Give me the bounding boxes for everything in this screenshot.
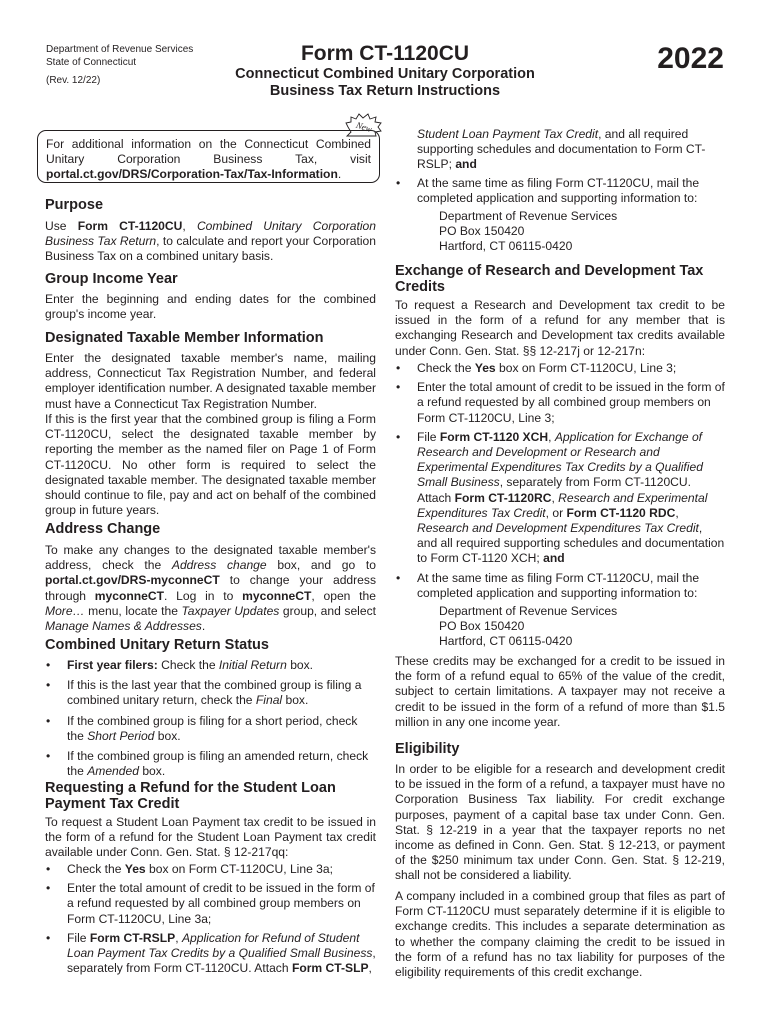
status-list [45, 658, 376, 779]
revision-date: (Rev. 12/22) [46, 75, 101, 86]
address-change-heading: Address Change [45, 521, 161, 537]
student-loan-list [45, 862, 376, 976]
new-badge-text: New [354, 119, 374, 135]
rnd-list [395, 361, 725, 601]
student-loan-step-3: • File Form CT-RSLP, Application for Refund of Student Loan Payment Tax Credits by a Qualified Small Business, separately from Form CT-1120CU. Attach Form CT-SLP, [45, 931, 376, 977]
designated-text-1: Enter the designated taxable member's name, mailing address, Connecticut Tax Registration Number, and federal employer identification number. A designated taxable member must have a Connecticut Tax Registration Number. [45, 351, 376, 411]
designated-heading: Designated Taxable Member Information [45, 330, 324, 346]
student-loan-intro: To request a Student Loan Payment tax credit to be issued in the form of a refund for the Student Loan Payment tax credit available under Conn. Gen. Stat. § 12-217qq: [45, 815, 376, 860]
designated-text-2: If this is the first year that the combined group is filing a Form CT-1120CU, select the designated taxable member by reporting the member as the named filer on Page 1 of Form CT-1120CU. No other form is required to select the designated taxable member. The designated taxable member should continue to file, pay and act on behalf of the combined group in future years. [45, 412, 376, 518]
rnd-mailing-address: Department of Revenue Services PO Box 150420 Hartford, CT 06115-0420 [439, 604, 618, 649]
info-link[interactable]: portal.ct.gov/DRS/Corporation-Tax/Tax-Information [46, 167, 338, 182]
status-item-short-period: • If the combined group is filing for a short period, check the Short Period box. [45, 714, 376, 744]
rnd-step-2: • Enter the total amount of credit to be issued in the form of a refund requested by all combined group members on Form CT-1120CU, Line 3; [395, 380, 725, 426]
purpose-heading: Purpose [45, 197, 104, 213]
status-item-amended: • If the combined group is filing an amended return, check the Amended box. [45, 749, 376, 779]
info-box: For additional information on the Connecticut Combined Unitary Corporation Business Tax, visit portal.ct.gov/DRS/Corporation-Tax/Tax-Information. [37, 130, 380, 183]
status-item-final: • If this is the last year that the combined group is filing a combined unitary return, check the Final box. [45, 678, 376, 708]
department-name: Department of Revenue Services [46, 44, 194, 55]
eligibility-heading: Eligibility [395, 741, 460, 757]
purpose-text: Use Form CT-1120CU, Combined Unitary Corporation Business Tax Return, to calculate and report your Corporation Business Tax on a combined unitary basis. [45, 219, 377, 264]
rnd-heading: Exchange of Research and Development Tax Credits [395, 263, 704, 295]
form-subtitle-2: Business Tax Return Instructions [269, 83, 501, 99]
form-subtitle-1: Connecticut Combined Unitary Corporation [235, 66, 535, 82]
address-change-text: To make any changes to the designated taxable member's address, check the Address change box, and go to portal.ct.gov/DRS-myconneCT to change your address through myconneCT. Log in to myconneCT, open the More… menu, locate the Taxpayer Updates group, and select Manage Names & Addresses. [45, 543, 377, 634]
department-header [46, 44, 193, 88]
status-item-first-year: • First year filers: Check the Initial Return box. [45, 658, 376, 673]
eligibility-text-2: A company included in a combined group that files as part of Form CT-1120CU must separately determine if it is eligible to exchange credits. This includes a separate determination as to whether the company claiming the credit to be issued in the form of a refund has no tax liability for purposes of the eligibility requirements of this credit exchange. [395, 889, 725, 980]
student-loan-list-continued [395, 176, 725, 206]
group-income-text: Enter the beginning and ending dates for the combined group's income year. [45, 292, 376, 322]
rnd-note: These credits may be exchanged for a credit to be issued in the form of a refund equal to 65% of the value of the credit, subject to certain limitations. A taxpayer may not receive a credit to be issued in the form of a refund of more than $1.5 million in any one income year. [395, 654, 725, 729]
group-income-heading: Group Income Year [45, 271, 178, 287]
student-loan-step-3-continued: Student Loan Payment Tax Credit, and all required supporting schedules and documentation to Form CT-RSLP; and [417, 127, 706, 172]
rnd-step-1: • Check the Yes box on Form CT-1120CU, Line 3; [395, 361, 725, 376]
student-loan-step-1: • Check the Yes box on Form CT-1120CU, Line 3a; [45, 862, 376, 877]
rnd-step-3: • File Form CT-1120 XCH, Application for Exchange of Research and Development or Research and Experimental Expenditures Tax Credits by a Qualified Small Business, separately from Form CT-1120CU. Attach Form CT-1120RC, Research and Experimental Expenditures Tax Credit, or Form CT-1120 RDC, Research and Development Expenditures Tax Credit, and all required supporting schedules and documentation to Form CT-1120 XCH; and [395, 430, 725, 567]
eligibility-text-1: In order to be eligible for a research and development credit to be issued in the form of a refund, a taxpayer must have no Corporation Business Tax liability. For credit exchange purposes, payment of a capital base tax under Conn. Gen. Stat. § 12-219 in a year that the taxpayer reports no net income as defined in Conn. Gen. Stat. § 12-213, or payment of the $250 minimum tax under Conn. Gen. Stat. § 12-219, shall not be considered a liability. [395, 762, 725, 883]
rnd-step-4: • At the same time as filing Form CT-1120CU, mail the completed application and supporting information to: [395, 571, 725, 601]
tax-year: 2022 [657, 42, 724, 75]
form-title: Form CT-1120CU [300, 42, 470, 65]
myconnect-link[interactable]: portal.ct.gov/DRS-myconneCT [45, 573, 220, 588]
student-loan-step-4: • At the same time as filing Form CT-1120CU, mail the completed application and supporting information to: [395, 176, 725, 206]
status-heading: Combined Unitary Return Status [45, 637, 269, 653]
student-loan-mailing-address: Department of Revenue Services PO Box 150420 Hartford, CT 06115-0420 [439, 209, 618, 254]
form-title-block [190, 42, 580, 100]
rnd-intro: To request a Research and Development tax credit to be issued in the form of a refund for any member that is exchanging Research and Development tax credits available under Conn. Gen. Stat. §§ 12-217j or 12-217n: [395, 298, 725, 358]
student-loan-step-2: • Enter the total amount of credit to be issued in the form of a refund requested by all combined group members on Form CT-1120CU, Line 3a; [45, 881, 376, 927]
info-box-text: For additional information on the Connecticut Combined Unitary Corporation Business Tax, visit [46, 137, 371, 167]
student-loan-heading: Requesting a Refund for the Student Loan Payment Tax Credit [45, 780, 336, 812]
state-name: State of Connecticut [46, 56, 137, 68]
